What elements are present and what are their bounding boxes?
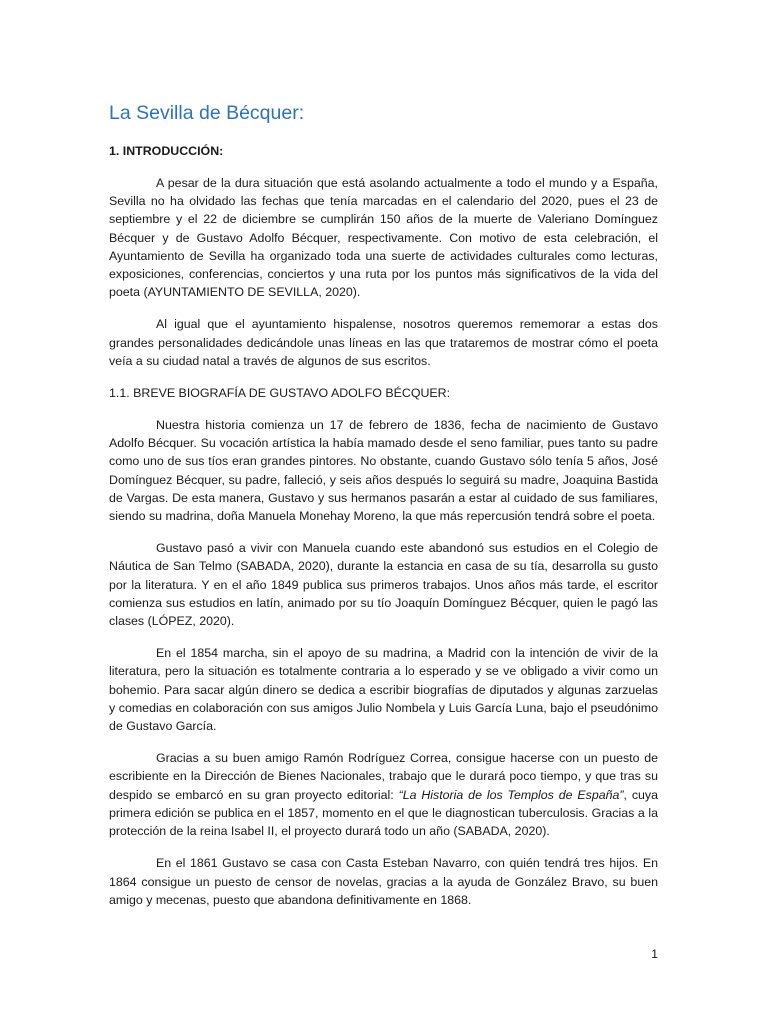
bio-paragraph-3: En el 1854 marcha, sin el apoyo de su madrina, a Madrid con la intención de vivir de la literatura, pero la situación es totalmente contraria a lo esperado y se ve obligado a vivir como un bohemio. Para sacar algún dinero se dedica a escribir biografías de diputados y algunas zarzuelas y comedias en colaboración con sus amigos Julio Nombela y Luis García Luna, bajo el pseudónimo de Gustavo García. bbox=[109, 646, 658, 734]
bio-paragraph-2: Gustavo pasó a vivir con Manuela cuando este abandonó sus estudios en el Colegio de Náutica de San Telmo (SABADA, 2020), durante la estancia en casa de su tía, desarrolla su gusto por la literatura. Y en el año 1849 publica sus primeros trabajos. Unos años más tarde, el escritor comienza sus estudios en latín, animado por su tío Joaquín Domínguez Bécquer, quien le pagó las clases (LÓPEZ, 2020). bbox=[109, 541, 658, 629]
bio-paragraph-4-end: , cuya primera edición se publica en el 1857, momento en el que le diagnostican tuberculosis. Gracias a la protección de la reina Isabel II, el proyecto durará todo un año (SABADA, 2020). bbox=[109, 787, 659, 839]
intro-paragraph-1: A pesar de la dura situación que está asolando actualmente a todo el mundo y a España, Sevilla no ha olvidado las fechas que tenía marcadas en el calendario del 2020, pues el 23 de septiembre y el 22 de diciembre se cumplirán 150 años de la muerte de Valeriano Domínguez Bécquer y de Gustavo Adolfo Bécquer, respectivamente. Con motivo de esta celebración, el Ayuntamiento de Sevilla ha organizado toda una suerte de actividades culturales como lecturas, exposiciones, conferencias, conciertos y una ruta por los puntos más significativos de la vida del poeta (AYUNTAMIENTO DE SEVILLA, 2020). bbox=[109, 176, 658, 300]
bio-paragraph-5: En el 1861 Gustavo se casa con Casta Esteban Navarro, con quién tendrá tres hijos. En 1864 consigue un puesto de censor de novelas, gracias a la ayuda de González Bravo, su buen amigo y mecenas, puesto que abandona definitivamente en 1868. bbox=[109, 856, 658, 907]
section-heading-introduccion: 1. INTRODUCCIÓN: bbox=[109, 144, 224, 158]
bio-paragraph-4-start: Gracias a su buen amigo Ramón Rodríguez Correa, consigue hacerse con un puesto de escribiente en la Dirección de Bienes Nacionales, trabajo que le durará poco tiempo, y que tras su despido se embarcó en su gran proyecto editorial: bbox=[109, 751, 658, 802]
intro-paragraph-2: Al igual que el ayuntamiento hispalense, nosotros queremos rememorar a estas dos grandes personalidades dedicándole unas líneas en las que trataremos de mostrar cómo el poeta veía a su ciudad natal a través de algunos de sus escritos. bbox=[109, 317, 658, 368]
book-title-italic: “La Historia de los Templos de España” bbox=[398, 787, 624, 802]
subsection-heading-biografia: 1.1. BREVE BIOGRAFÍA DE GUSTAVO ADOLFO BÉCQUER: bbox=[109, 386, 451, 401]
document-title: La Sevilla de Bécquer: bbox=[109, 102, 305, 124]
bio-paragraph-1: Nuestra historia comienza un 17 de febrero de 1836, fecha de nacimiento de Gustavo Adolfo Bécquer. Su vocación artística la había mamado desde el seno familiar, pues tanto su padre como uno de sus tíos eran grandes pintores. No obstante, cuando Gustavo sólo tenía 5 años, José Domínguez Bécquer, su padre, falleció, y seis años después lo seguirá su madre, Joaquina Bastida de Vargas. De esta manera, Gustavo y sus hermanos pasarán a estar al cuidado de sus familiares, siendo su madrina, doña Manuela Monehay Moreno, la que más repercusión tendrá sobre el poeta. bbox=[109, 418, 658, 524]
page-number: 1 bbox=[651, 947, 658, 961]
bio-paragraph-4 bbox=[109, 749, 658, 840]
